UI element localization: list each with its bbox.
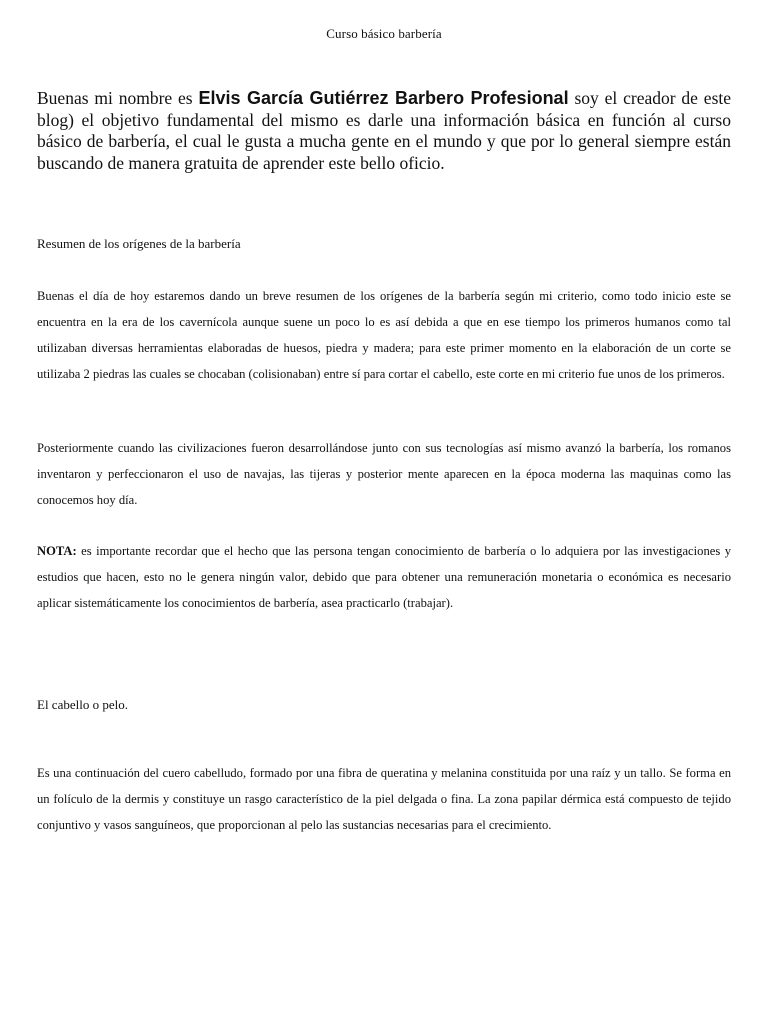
note-label: NOTA:	[37, 544, 77, 558]
origins-paragraph-2: Posteriormente cuando las civilizaciones fueron desarrollándose junto con sus tecnologías así mismo avanzó la barbería, los romanos inventaron y perfeccionaron el uso de navajas, las tijeras y posterior mente aparecen en la época moderna las maquinas como las conocemos hoy día.	[37, 441, 731, 507]
document-page	[37, 0, 731, 1024]
document-header: Curso básico barbería	[326, 26, 442, 41]
hair-paragraph: Es una continuación del cuero cabelludo, formado por una fibra de queratina y melanina constituida por una raíz y un tallo. Se forma en un folículo de la dermis y constituye un rasgo característico de la piel delgada o fina. La zona papilar dérmica está compuesto de tejido conjuntivo y vasos sanguíneos, que proporcionan al pelo las sustancias necesarias para el crecimiento.	[37, 766, 731, 832]
intro-post: soy el creador de este blog) el objetivo fundamental del mismo es darle una información básica en función al curso básico de barbería, el cual le gusta a mucha gente en el mundo y que por lo general siempre están buscando de manera gratuita de aprender este bello oficio.	[37, 88, 732, 173]
note-paragraph	[37, 538, 731, 616]
section-title-hair: El cabello o pelo.	[37, 697, 128, 712]
section-title-origins: Resumen de los orígenes de la barbería	[37, 236, 241, 251]
intro-paragraph	[37, 88, 731, 174]
intro-pre: Buenas mi nombre es	[37, 88, 199, 108]
origins-paragraph-1: Buenas el día de hoy estaremos dando un breve resumen de los orígenes de la barbería según mi criterio, como todo inicio este se encuentra en la era de los cavernícola aunque suene un poco lo es así debida a que en ese tiempo los primeros humanos como tal utilizaban diversas herramientas elaboradas de huesos, piedra y madera; para este primer momento en la elaboración de un corte se utilizaba 2 piedras las cuales se chocaban (colisionaban) entre sí para cortar el cabello, este corte en mi criterio fue unos de los primeros.	[37, 289, 731, 381]
note-text: es importante recordar que el hecho que las persona tengan conocimiento de barbería o lo adquiera por las investigaciones y estudios que hacen, esto no le genera ningún valor, debido que para obtener una remuneración monetaria o económica es necesario aplicar sistemáticamente los conocimientos de barbería, asea practicarlo (trabajar).	[37, 544, 731, 610]
author-name: Elvis García Gutiérrez Barbero Profesional	[198, 88, 569, 108]
